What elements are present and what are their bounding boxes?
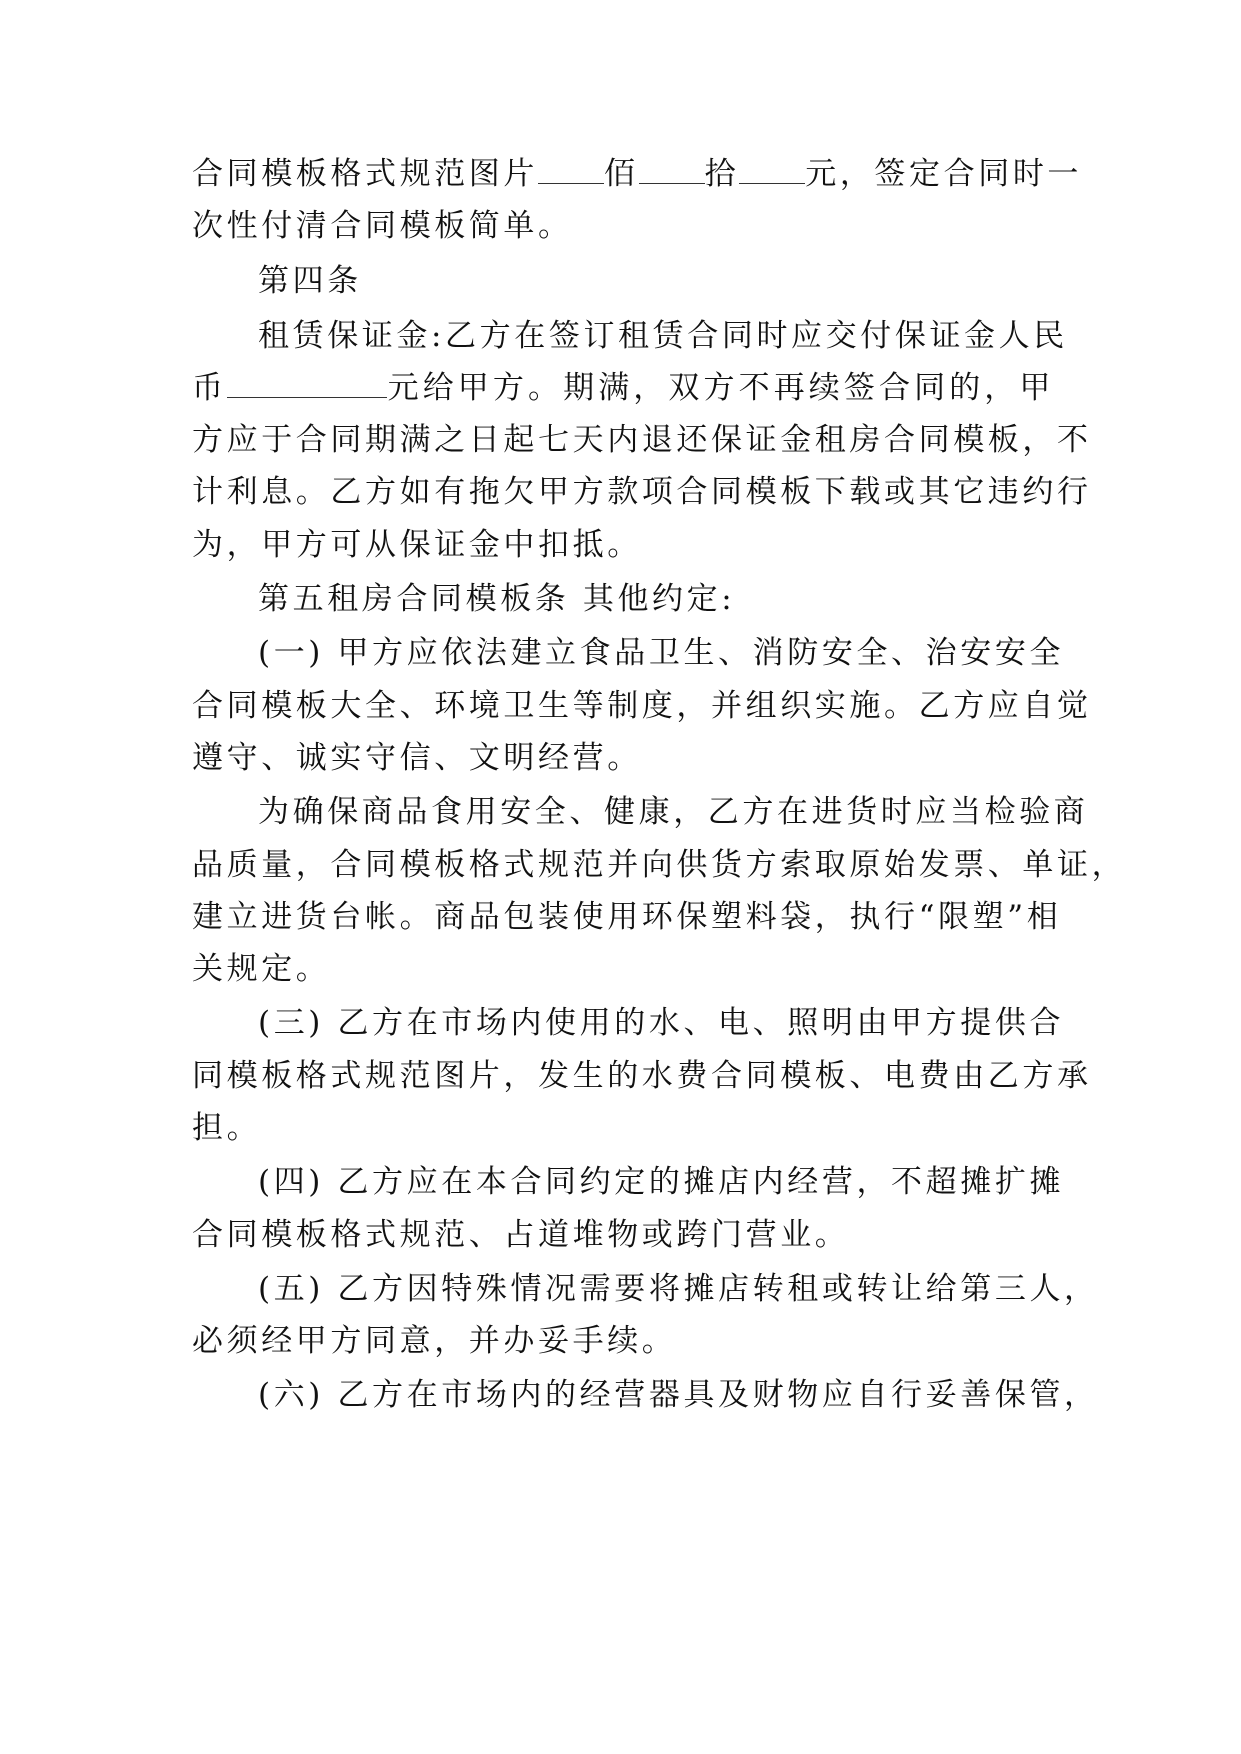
text-line: 关规定。 (192, 951, 331, 987)
text-line: 合同模板格式规范图片 佰 拾 元，签定合同时一 (192, 156, 1083, 192)
text-line: (一) 甲方应依法建立食品卫生、消防安全、治安安全 (258, 635, 1065, 671)
section-heading: 第五租房合同模板条 其他约定: (258, 581, 736, 617)
fill-blank (227, 369, 387, 398)
text-line: 合同模板格式规范、占道堆物或跨门营业。 (192, 1217, 850, 1253)
fill-blank (538, 155, 604, 184)
section-heading: 第四条 (258, 263, 362, 299)
text-line: 品质量，合同模板格式规范并向供货方索取原始发票、单证， (192, 847, 1127, 883)
text-line: 必须经甲方同意，并办妥手续。 (192, 1323, 677, 1359)
fill-blank (739, 155, 805, 184)
text-line: 方应于合同期满之日起七天内退还保证金租房合同模板，不 (192, 422, 1092, 458)
text-line: 租赁保证金:乙方在签订租赁合同时应交付保证金人民 (258, 318, 1068, 354)
text-line: 担。 (192, 1110, 262, 1146)
text-line: 合同模板大全、环境卫生等制度，并组织实施。乙方应自觉 (192, 688, 1092, 724)
text-line: (六) 乙方在市场内的经营器具及财物应自行妥善保管， (258, 1377, 1099, 1413)
text-line: 计利息。乙方如有拖欠甲方款项合同模板下载或其它违约行 (192, 474, 1092, 510)
text-line: (五) 乙方因特殊情况需要将摊店转租或转让给第三人， (258, 1271, 1099, 1307)
fill-blank (639, 155, 705, 184)
text-line: 币 元给甲方。期满，双方不再续签合同的，甲 (192, 370, 1054, 406)
text-line: 建立进货台帐。商品包装使用环保塑料袋，执行“限塑”相 (192, 899, 1062, 935)
text-line: 为，甲方可从保证金中扣抵。 (192, 527, 642, 563)
text-line: (三) 乙方在市场内使用的水、电、照明由甲方提供合 (258, 1005, 1065, 1041)
text-line: 同模板格式规范图片，发生的水费合同模板、电费由乙方承 (192, 1058, 1092, 1094)
text-line: 次性付清合同模板简单。 (192, 208, 573, 244)
text-line: 为确保商品食用安全、健康，乙方在进货时应当检验商 (258, 794, 1089, 830)
text-line: 遵守、诚实守信、文明经营。 (192, 740, 642, 776)
text-line: (四) 乙方应在本合同约定的摊店内经营，不超摊扩摊 (258, 1164, 1065, 1200)
